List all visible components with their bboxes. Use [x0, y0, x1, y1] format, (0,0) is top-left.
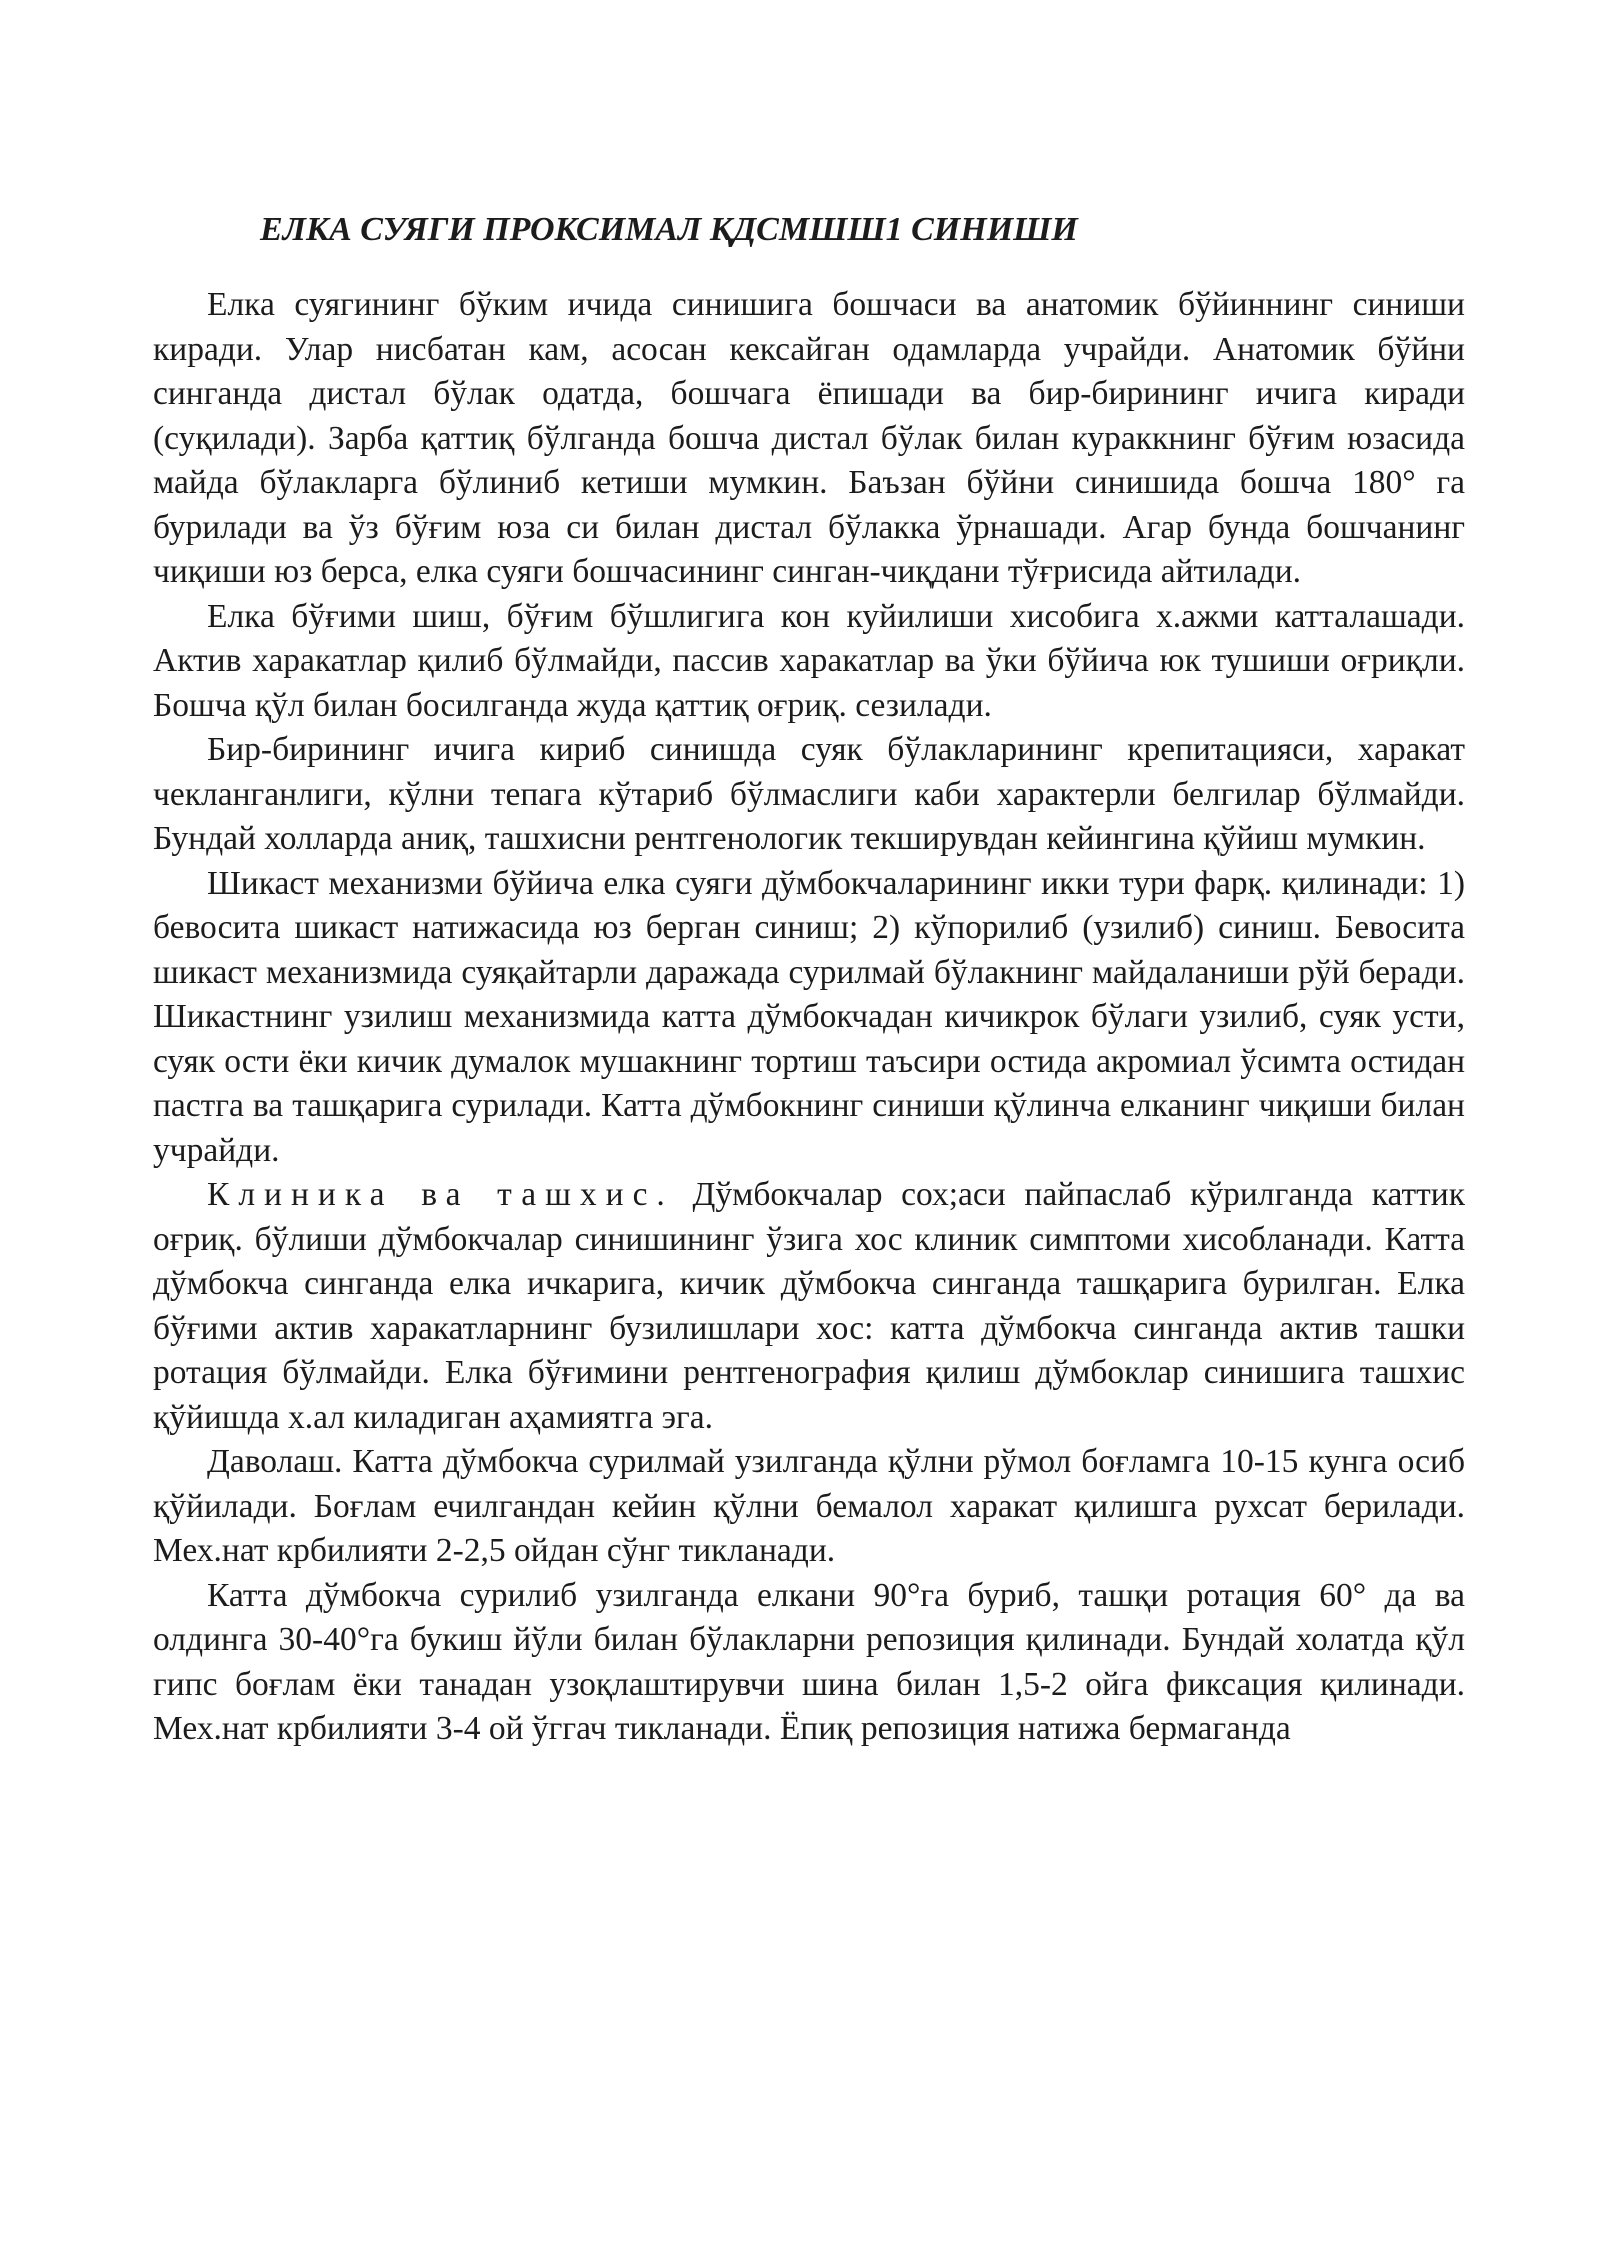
paragraph: Елка суягининг бўким ичида синишига бошчаси ва анатомик бўйиннинг синиши киради. Улар нисбатан кам, асосан кексайган одамларда учрайди. Анатомик бўйни синганда дистал бўлак одатда, бошчага ёпишади ва бир-бирининг ичига киради (суқилади). Зарба қаттиқ бўлганда бошча дистал бўлак билан кураккнинг бўғим юзасида майда бўлакларга бўлиниб кетиши мумкин. Баъзан бўйни синишида бошча 180° га бурилади ва ўз бўғим юза си билан дистал бўлакка ўрнашади. Агар бунда бошчанинг чиқиши юз берса, елка суяги бошчасининг синган-чиқдани тўғрисида айтилади. — [153, 286, 1465, 590]
paragraph-text: Дўмбокчалар сох;аси пайпаслаб кўрилганда каттик оғриқ. бўлиши дўмбокчалар синишининг ўзига хос клиник симптоми хисобланади. Катта дўмбокча синганда елка ичкарига, кичик дўмбокча синганда ташқарига бурилган. Елка бўғими актив харакатларнинг бузилишлари хос: катта дўмбокча синганда актив ташки ротация бўлмайди. Елка бўғимини рентгенография қилиш дўмбоклар синишига ташхис қўйишда х.ал киладиган аҳамиятга эга. — [153, 1176, 1466, 1436]
paragraph: Шикаст механизми бўйича елка суяги дўмбокчаларининг икки тури фарқ. қилинади: 1) бевосита шикаст натижасида юз берган синиш; 2) кўпорилиб (узилиб) синиш. Бевосита шикаст механизмида суяқайтарли даражада сурилмай бўлакнинг майдаланиши рўй беради. Шикастнинг узилиш механизмида катта дўмбокчадан кичикрок бўлаги узилиб, суяк усти, суяк ости ёки кичик думалок мушакнинг тортиш таъсири остида акромиал ўсимта остидан пастга ва ташқарига сурилади. Катта дўмбокнинг синиши қўлинча елканинг чиқиши билан учрайди. — [153, 864, 1465, 1169]
paragraph: Бир-бирининг ичига кириб синишда суяк бўлакларининг крепитацияси, харакат чекланганлиги, кўлни тепага кўтариб бўлмаслиги каби характерли белгилар бўлмайди. Бундай холларда аниқ, ташхисни рентгенологик текширувдан кейингина қўйиш мумкин. — [153, 731, 1465, 857]
document-body — [153, 283, 1465, 1752]
paragraph: Елка бўғими шиш, бўғим бўшлигига кон куйилиши хисобига х.ажми катталашади. Актив харакатлар қилиб бўлмайди, пассив харакатлар ва ўки бўйича юк тушиши оғриқли. Бошча қўл билан босилганда жуда қаттиқ оғриқ. сезилади. — [153, 597, 1465, 724]
paragraph: Даволаш. Катта дўмбокча сурилмай узилганда қўлни рўмол боғламга 10-15 кунга осиб қўйилади. Боғлам ечилгандан кейин қўлни бемалол харакат қилишга рухсат берилади. Мех.нат крбилияти 2-2,5 ойдан сўнг тикланади. — [153, 1443, 1465, 1569]
section-heading-clinic: Клиника ва ташхис. — [207, 1176, 674, 1213]
page-title: ЕЛКА СУЯГИ ПРОКСИМАЛ ҚДСМШШ1 СИНИШИ — [260, 211, 1078, 248]
paragraph: Катта дўмбокча сурилиб узилганда елкани 90°га буриб, ташқи ротация 60° да ва олдинга 30-40°га букиш йўли билан бўлакларни репозиция қилинади. Бундай холатда қўл гипс боғлам ёки танадан узоқлаштирувчи шина билан 1,5-2 ойга фиксация қилинади. Мех.нат крбилияти 3-4 ой ўггач тикланади. Ёпиқ репозиция натижа бермаганда — [153, 1576, 1465, 1747]
paragraph-clinic — [153, 1173, 1465, 1440]
